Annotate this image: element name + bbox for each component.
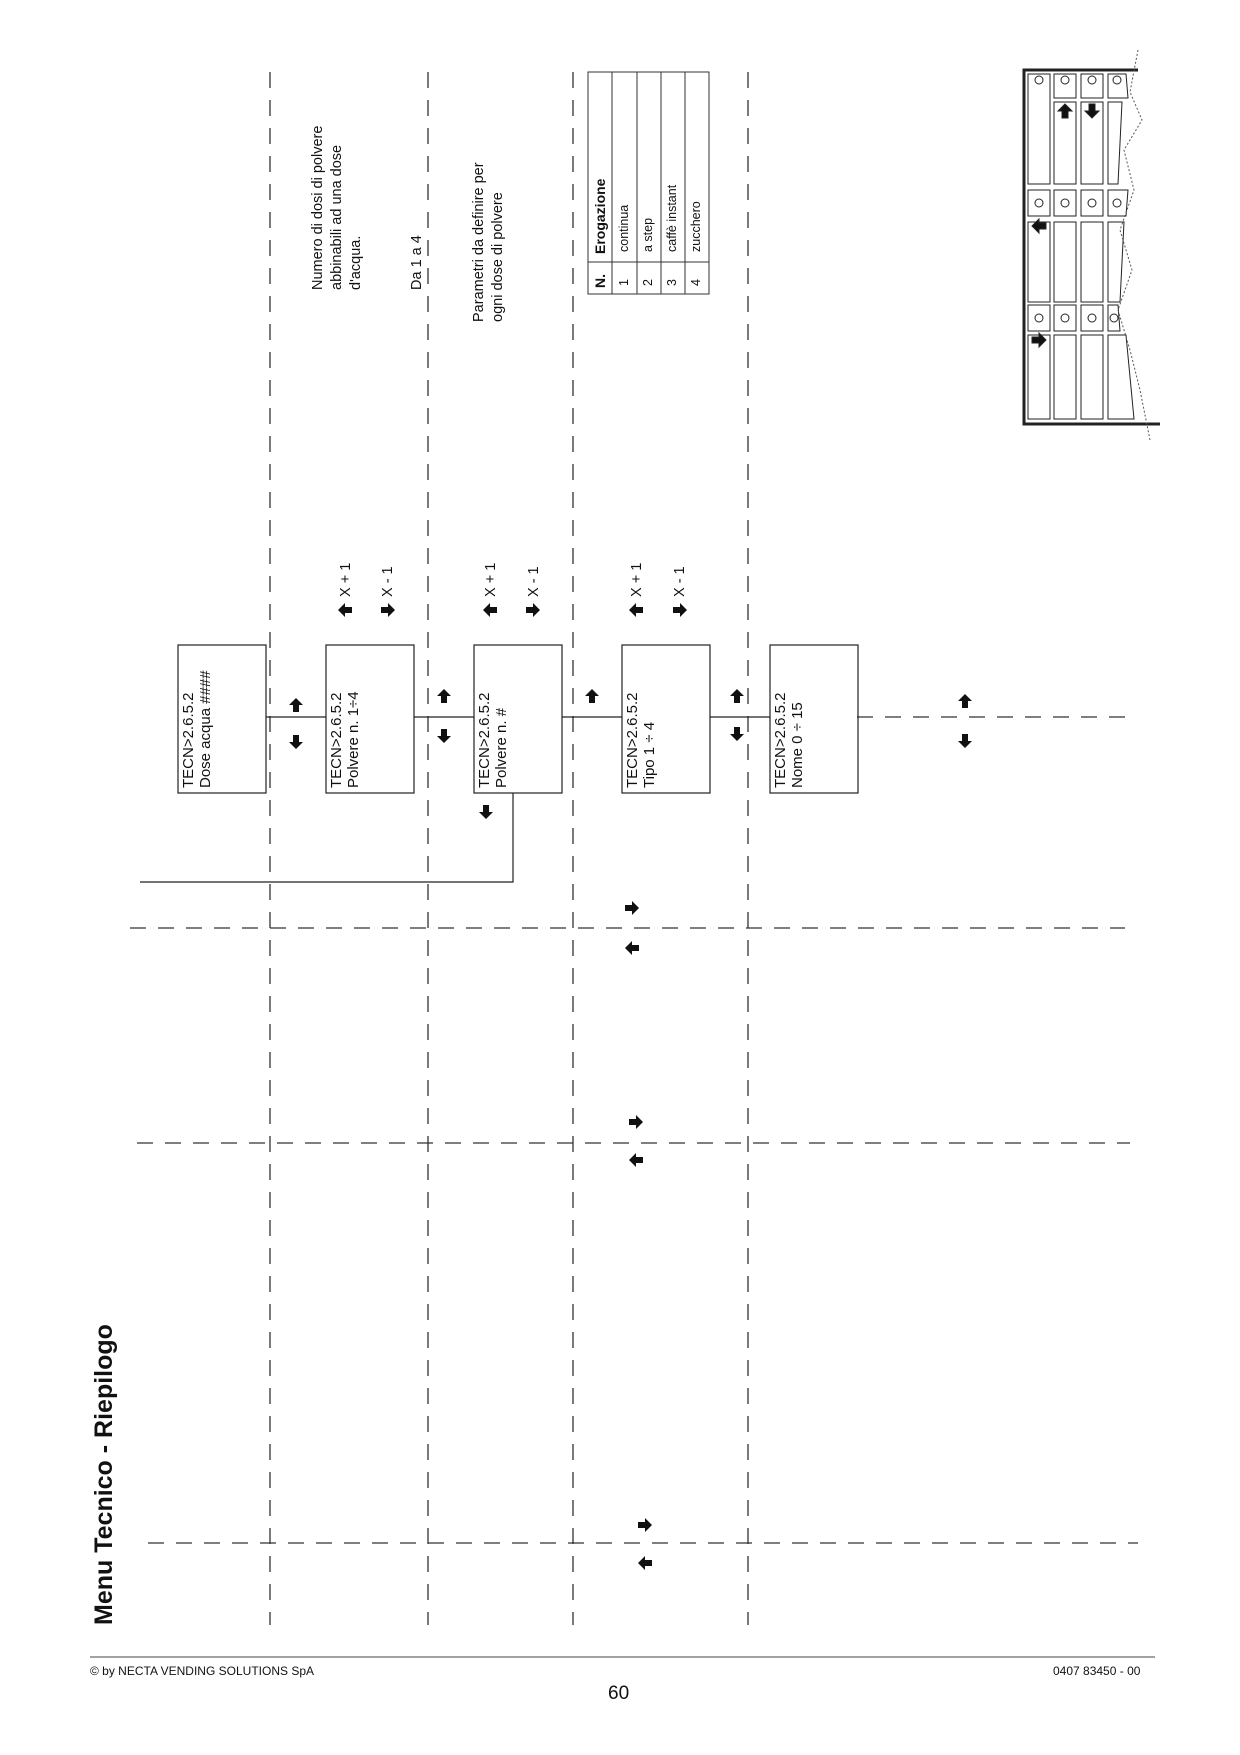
arrow-left-icon [638,1556,652,1570]
arrow-left-icon [629,603,643,617]
increment-minus-label: X - 1 [672,566,688,597]
arrow-right-icon [381,603,395,617]
box-code: TECN>2.6.5.2 [624,692,641,788]
table-row: 2 a step [640,217,655,286]
arrow-up-icon [1058,104,1072,118]
increment-plus-label: X + 1 [338,562,354,597]
arrow-enter-icon [289,698,303,712]
table-row: 1 continua [616,204,631,286]
box-label: Dose acqua #### [197,670,215,788]
arrow-left-icon [629,1153,643,1167]
arrow-escape-icon [730,727,744,741]
box-code: TECN>2.6.5.2 [180,692,197,788]
doc-code: 0407 83450 - 00 [1053,1664,1141,1678]
box-code: TECN>2.6.5.2 [772,692,789,788]
arrow-down-icon [1085,104,1099,118]
table-header: N. Erogazione [592,178,609,288]
arrow-right-icon [638,1518,652,1532]
arrow-enter-icon [585,689,599,703]
table-row: 4 zucchero [688,201,703,286]
arrow-escape-icon [289,735,303,749]
arrow-left-icon [1032,219,1046,233]
box-nome [772,693,807,788]
note-range: Da 1 a 4 [409,235,425,290]
keypad-illustration [1024,50,1160,440]
note-dosi: Numero di dosi di polvere abbinabili ad una dose d'acqua. [310,125,364,290]
erogazione-table [589,179,708,292]
arrow-left-icon [483,603,497,617]
arrow-right-icon [625,901,639,915]
arrow-escape-icon [958,734,972,748]
arrow-enter-icon [437,689,451,703]
box-polvere-range [328,691,363,788]
increment-minus-label: X - 1 [526,566,542,597]
table-row: 3 caffè instant [664,184,679,286]
increment-minus-label: X - 1 [380,566,396,597]
box-label: Tipo 1 ÷ 4 [641,721,659,788]
arrow-right-icon [673,603,687,617]
box-dose-acqua [180,670,215,788]
box-tipo [624,693,659,788]
arrow-left-icon [625,941,639,955]
arrow-left-icon [338,603,352,617]
box-label: Polvere n. 1÷4 [345,691,363,788]
increment-plus-label: X + 1 [629,562,645,597]
arrow-enter-icon [730,689,744,703]
page-title: Menu Tecnico - Riepilogo [90,1324,118,1625]
box-code: TECN>2.6.5.2 [476,692,493,788]
note-parametri: Parametri da definire per ogni dose di polvere [471,162,506,322]
box-label: Nome 0 ÷ 15 [789,702,807,788]
box-label: Polvere n. # [493,707,511,788]
page-number: 60 [608,1683,630,1704]
copyright: © by NECTA VENDING SOLUTIONS SpA [90,1664,315,1678]
arrow-down-icon [479,805,493,819]
dashed-grid [130,72,1138,1625]
arrow-escape-icon [437,729,451,743]
arrow-enter-icon [958,694,972,708]
box-polvere-n [476,693,511,788]
increment-plus-label: X + 1 [483,562,499,597]
arrow-right-icon [526,603,540,617]
arrow-right-icon [629,1115,643,1129]
box-code: TECN>2.6.5.2 [328,692,345,788]
